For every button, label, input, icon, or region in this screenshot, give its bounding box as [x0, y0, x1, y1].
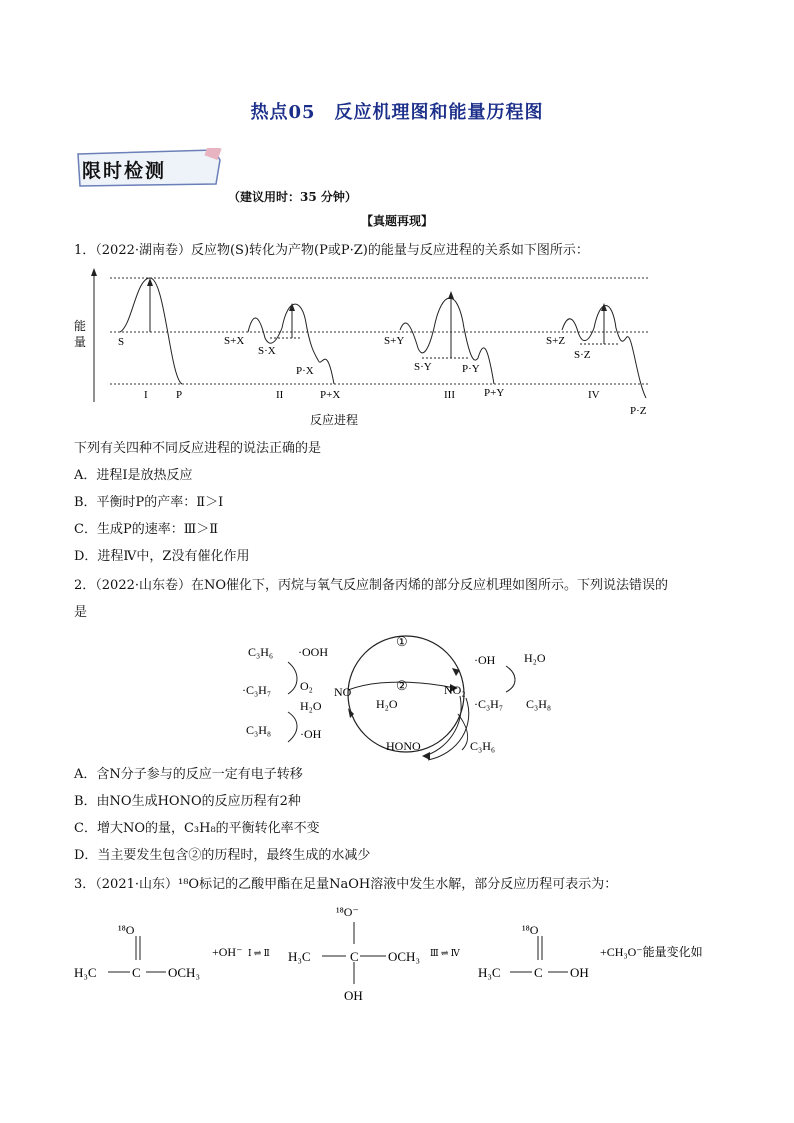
lbl-P_Y: P·Y: [462, 363, 480, 375]
lbl-SY: S+Y: [384, 335, 405, 347]
no: NO: [334, 685, 352, 699]
m1-och3: OCH₃: [168, 965, 200, 980]
q3-reaction-scheme: [70, 900, 730, 1010]
lbl-S: S: [118, 336, 125, 348]
q3-tail: +CH₃O⁻能量变化如: [600, 945, 703, 959]
lbl-S_X: S·X: [258, 345, 276, 357]
time-note: （建议用时：35 分钟）: [228, 190, 357, 204]
arrow-1: Ⅰ ⇌ Ⅱ: [248, 948, 270, 958]
c3h8-left: C₃H₈: [246, 723, 272, 737]
lbl-IV: IV: [588, 389, 600, 401]
lbl-P: P: [176, 389, 183, 401]
m1-h3c: H₃C: [74, 965, 97, 980]
lbl-III: III: [444, 389, 455, 401]
q1-option-a: A．进程Ⅰ是放热反应: [74, 468, 193, 483]
arrow-2: Ⅲ ⇌ Ⅳ: [430, 948, 460, 958]
lbl-I: I: [144, 389, 148, 401]
q1-stem: 1．（2022·湖南卷）反应物(S)转化为产物(P或P·Z)的能量与反应进程的关系如下图所示：: [74, 243, 589, 258]
q1-option-c: C．生成P的速率：Ⅲ＞Ⅱ: [74, 522, 219, 537]
m2-h3c: H₃C: [288, 949, 311, 964]
circle-1: ①: [396, 634, 408, 649]
lbl-PplusX: P+X: [320, 389, 341, 401]
o2: O₂: [300, 679, 313, 693]
q2-stem-cont: 是: [74, 605, 88, 620]
q2-option-a: A．含N分子参与的反应一定有电子转移: [74, 767, 303, 782]
q1-option-b: B．平衡时P的产率：Ⅱ＞Ⅰ: [74, 495, 224, 510]
xlabel: 反应进程: [310, 413, 359, 427]
badge-label: 限时检测: [82, 160, 167, 182]
q2-option-b: B．由NO生成HONO的反应历程有2种: [74, 794, 301, 809]
q2-option-c: C．增大NO的量，C₃H₈的平衡转化率不变: [74, 821, 320, 836]
c3h8-right: C₃H₈: [526, 697, 552, 711]
page-title: 热点05 反应机理图和能量历程图: [250, 102, 544, 123]
mechanism-diagram: [236, 626, 576, 766]
q2-option-d: D．当主要发生包含②的历程时，最终生成的水减少: [74, 848, 371, 863]
circle-2: ②: [396, 678, 408, 693]
plus-oh: +OH⁻: [212, 945, 243, 959]
h2o-right: H₂O: [524, 651, 546, 665]
ylabel-2: 量: [74, 335, 87, 349]
lbl-PplusY: P+Y: [484, 387, 505, 399]
lbl-S_Y: S·Y: [414, 361, 432, 373]
oh-left: ·OH: [300, 727, 322, 741]
ylabel-1: 能: [74, 319, 87, 333]
q1-option-d: D．进程Ⅳ中，Z没有催化作用: [74, 549, 250, 564]
m2-o: ¹⁸O⁻: [336, 905, 359, 919]
m2-oh: OH: [344, 988, 363, 1003]
energy-profile-diagram: [70, 268, 670, 428]
m3-o: ¹⁸O: [522, 923, 539, 937]
q2-stem: 2．（2022·山东卷）在NO催化下，丙烷与氧气反应制备丙烯的部分反应机理如图所示。下列说法错误的: [74, 578, 669, 593]
lbl-P_X: P·X: [296, 365, 314, 377]
h2o-center: H₂O: [376, 697, 398, 711]
no2: NO₂: [444, 683, 466, 697]
q3-stem: 3．（2021·山东）¹⁸O标记的乙酸甲酯在足量NaOH溶液中发生水解，部分反应历程可表示为：: [74, 877, 618, 892]
hono: HONO: [386, 739, 421, 753]
m1-o: ¹⁸O: [118, 923, 135, 937]
m2-och3: OCH₃: [388, 949, 420, 964]
m2-c: C: [350, 949, 359, 964]
c3h6-left: C₃H₆: [248, 645, 274, 659]
ooh: ·OOH: [298, 645, 328, 659]
c3h6-right: C₃H₆: [470, 739, 496, 753]
h2o-left: H₂O: [300, 699, 322, 713]
c3h7-left: ·C₃H₇: [242, 683, 272, 697]
lbl-SX: S+X: [224, 335, 245, 347]
m3-h3c: H₃C: [478, 965, 501, 980]
lbl-SZ: S+Z: [546, 335, 566, 347]
lbl-S_Z: S·Z: [574, 349, 591, 361]
lbl-P_Z: P·Z: [630, 405, 647, 417]
q1-prompt: 下列有关四种不同反应进程的说法正确的是: [74, 441, 322, 456]
m3-c: C: [534, 965, 543, 980]
m1-c: C: [132, 965, 141, 980]
c3h7-right: ·C₃H₇: [474, 697, 504, 711]
m3-oh: OH: [570, 965, 589, 980]
oh-right: ·OH: [474, 653, 496, 667]
section-heading: 【真题再现】: [360, 214, 433, 228]
lbl-II: II: [276, 389, 284, 401]
